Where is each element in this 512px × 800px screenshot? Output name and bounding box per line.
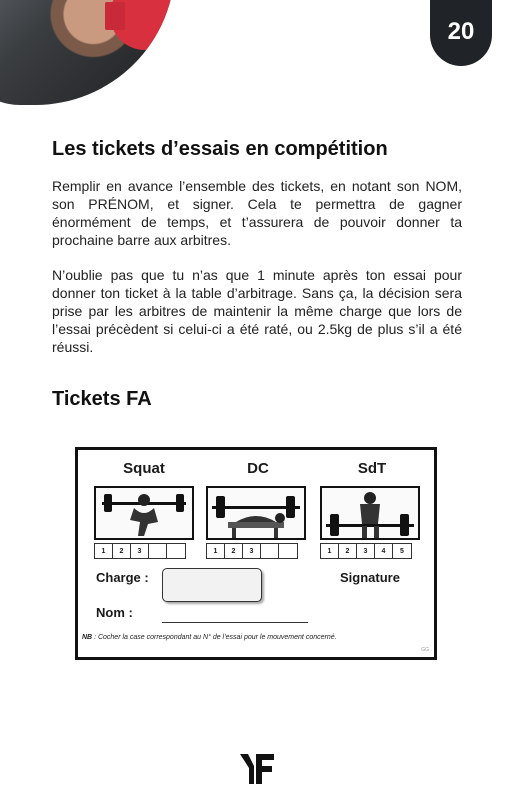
flag-icon [105,2,125,30]
attempt-box[interactable]: 5 [400,547,404,555]
tickets-subtitle: Tickets FA [52,388,152,410]
section-title: Les tickets d’essais en compétition [52,138,388,160]
page-number: 20 [447,18,475,45]
attempt-box[interactable]: 3 [357,544,375,558]
attempt-box[interactable]: 2 [113,544,131,558]
nom-label: Nom : [96,605,133,620]
lift-title-squat: Squat [123,460,165,477]
attempt-box[interactable]: 2 [339,544,357,558]
signature-label: Signature [340,570,400,585]
squat-attempts [94,543,186,559]
charge-input[interactable] [162,568,262,602]
corner-mark: GG [421,647,429,653]
attempt-ticket [75,447,437,660]
yf-logo-icon [240,754,274,784]
sdt-attempts [320,543,412,559]
squat-figure-icon [94,486,194,540]
attempt-box[interactable]: 1 [321,544,339,558]
attempt-box[interactable]: 3 [243,544,261,558]
deadlift-figure-icon [320,486,420,540]
attempt-box[interactable] [261,544,279,558]
nb-note: NB : Cocher la case correspondant au N° de l’essai pour le mouvement concerné. [82,634,337,641]
attempt-box[interactable]: 2 [225,544,243,558]
athlete-photo [0,0,175,105]
attempt-box[interactable] [279,544,297,558]
charge-label: Charge : [96,570,149,585]
dc-attempts [206,543,298,559]
nom-field[interactable] [162,622,308,623]
page-number-badge [430,0,492,66]
paragraph-1: Remplir en avance l’ensemble des tickets, en notant son NOM, son PRÉNOM, et signer. Cela te permettra de gagner énormément de temps, et t’assurera de pouvoir donner ta prochaine barre aux arbitres. [52,178,462,248]
lift-title-sdt: SdT [357,460,387,477]
attempt-box[interactable]: 1 [207,544,225,558]
paragraph-2: N’oublie pas que tu n’as que 1 minute après ton essai pour donner ton ticket à la table d’arbitrage. Sans ça, la décision sera prise par les arbitres de maintenir la même charge que lors de l’essai précèdent si celui-ci a été raté, ou 2.5kg de plus s’il a été réussi. [52,267,462,355]
attempt-box[interactable] [149,544,167,558]
attempt-box[interactable]: 1 [95,544,113,558]
attempt-box[interactable]: 3 [131,544,149,558]
attempt-box[interactable] [167,544,185,558]
attempt-box[interactable]: 4 [375,544,393,558]
lift-title-dc: DC [247,460,269,477]
bench-figure-icon [206,486,306,540]
